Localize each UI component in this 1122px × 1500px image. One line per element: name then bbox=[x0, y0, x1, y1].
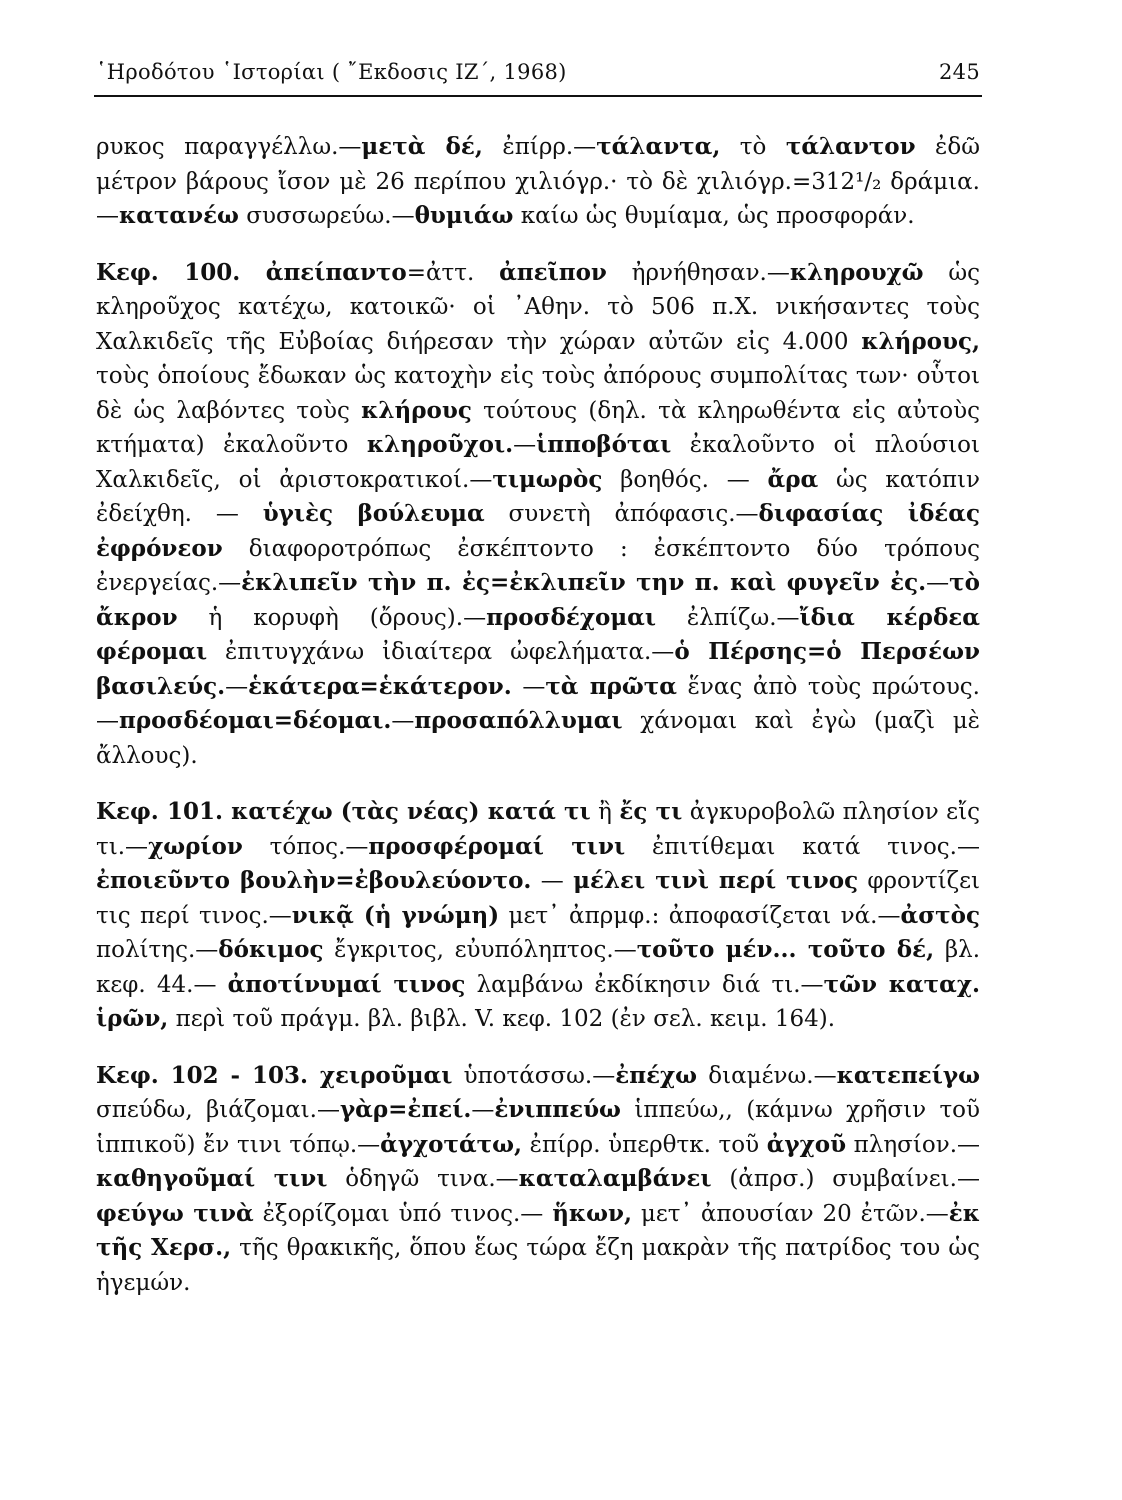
lemma-term: προσφέρομαί τινι bbox=[368, 832, 626, 860]
lemma-term: κληρουχῶ bbox=[789, 258, 924, 286]
gloss-text: διαφοροτρόπως ἐσκέπτοντο : ἐσκέπτοντο δύο τρόπους ἐνεργείας.— bbox=[96, 535, 980, 596]
gloss-text: λαμβάνω ἐκδίκησιν διά τι.— bbox=[465, 971, 824, 998]
lemma-term: μέλει τινὶ περί τινος bbox=[573, 867, 859, 894]
lemma-term: μετὰ δέ, bbox=[361, 133, 483, 160]
gloss-text: ἡ κορυφὴ (ὄρους).— bbox=[177, 604, 487, 631]
lemma-term: ἄρα bbox=[767, 465, 819, 493]
gloss-text: βοηθός. — bbox=[602, 466, 768, 493]
gloss-text: — bbox=[471, 1097, 495, 1123]
gloss-text: ἔγκριτος, εὐυπόληπτος.— bbox=[323, 937, 637, 963]
lemma-term: τάλαντον bbox=[785, 133, 916, 160]
gloss-text: μετ᾿ ἀπρμφ.: ἀποφασίζεται νά.— bbox=[499, 902, 901, 929]
gloss-text: ρυκος παραγγέλλω.— bbox=[96, 134, 362, 160]
gloss-text: ἐπιτίθεμαι κατά τινος.— bbox=[625, 833, 980, 860]
gloss-text: ἐπιτυγχάνω ἰδιαίτερα ὠφελήματα.— bbox=[207, 639, 675, 665]
gloss-text: ἀγκυροβολῶ πλησίον εἴς τι.— bbox=[96, 799, 980, 860]
lemma-term: Κεφ. 102 - 103. χειροῦμαι bbox=[96, 1061, 453, 1089]
gloss-text: βλ. κεφ. 44.— bbox=[96, 937, 981, 998]
lemma-term: τῶν καταχ. ἱρῶν, bbox=[96, 970, 980, 1032]
lemma-term: ἀπεῖπον bbox=[499, 258, 607, 286]
lemma-term: τὰ πρῶτα bbox=[545, 672, 677, 700]
lemma-term: ἥκων, bbox=[552, 1199, 633, 1227]
lemma-term: προσδέομαι=δέομαι. bbox=[119, 707, 392, 734]
commentary-paragraph bbox=[96, 795, 980, 1037]
lemma-term: κατανέω bbox=[119, 202, 239, 229]
gloss-text: (ἀπρσ.) συμβαίνει.— bbox=[711, 1166, 980, 1192]
gloss-text: ἐλπίζω.— bbox=[655, 604, 800, 631]
gloss-text: — bbox=[926, 570, 950, 596]
lemma-term: κληροῦχοι. bbox=[366, 431, 514, 458]
lemma-term: διφασίας ἰδέας ἐφρόνεον bbox=[96, 500, 980, 562]
gloss-text: ὡς κληροῦχος κατέχω, κατοικῶ· οἱ ᾿Αθην. τὸ 506 π.Χ. νικήσαντες τοὺς Χαλκιδεῖς τῆς Εὐβοίας διήρεσαν τὴν χώραν αὐτῶν εἰς 4.000 bbox=[96, 259, 981, 355]
lemma-term: δόκιμος bbox=[218, 936, 324, 963]
gloss-text: τόπος.— bbox=[242, 833, 369, 860]
lemma-term: Κεφ. 101. κατέχω (τὰς νέας) κατά τι bbox=[96, 798, 591, 825]
gloss-text: μετ᾿ ἀπουσίαν 20 ἐτῶν.— bbox=[632, 1200, 949, 1227]
lemma-term: τὸ ἄκρον bbox=[96, 569, 980, 631]
gloss-text: τῆς θρακικῆς, ὅπου ἕως τώρα ἔζη μακρὰν τῆς πατρίδος του ὡς ἡγεμών. bbox=[96, 1235, 980, 1296]
lemma-term: ἀγχοῦ bbox=[766, 1130, 847, 1158]
gloss-text: — bbox=[225, 673, 249, 700]
lemma-term: προσαπόλλυμαι bbox=[414, 707, 623, 734]
gloss-text: ἐξορίζομαι ὑπό τινος.— bbox=[253, 1200, 553, 1227]
lemma-term: γὰρ=ἐπεί. bbox=[339, 1096, 472, 1123]
commentary-paragraph bbox=[96, 130, 980, 234]
gloss-text: ἢ bbox=[590, 799, 620, 825]
gloss-text: τούτους (δηλ. τὰ κληρωθέντα εἰς αὐτοὺς κτήματα) ἐκαλοῦντο bbox=[96, 397, 981, 458]
gloss-text: περὶ τοῦ πράγμ. βλ. βιβλ. V. κεφ. 102 (ἐν σελ. κειμ. 164). bbox=[168, 1006, 836, 1032]
lemma-term: ἱπποβόται bbox=[536, 431, 672, 458]
gloss-text: καίω ὡς θυμίαμα, ὡς προσφοράν. bbox=[513, 203, 915, 229]
gloss-text: τοὺς ὁποίους ἔδωκαν ὡς κατοχὴν εἰς τοὺς ἀπόρους συμπολίτας των· οὗτοι δὲ ὡς λαβόντες τοὺς bbox=[96, 363, 980, 424]
gloss-text: ἐπίρρ.— bbox=[482, 134, 597, 160]
lemma-term: ἐποιεῦντο βουλὴν=ἐβουλεύοντο. bbox=[96, 867, 532, 894]
running-title: ῾Ηροδότου ῾Ιστορίαι ( ῎Εκδοσις ΙΖ΄, 1968) bbox=[96, 60, 567, 84]
lemma-term: ὁ Πέρσης=ὁ Περσέων βασιλεύς. bbox=[96, 638, 980, 700]
lemma-term: ἔς τι bbox=[619, 798, 683, 825]
lemma-term: νικᾷ (ἡ γνώμη) bbox=[291, 901, 500, 929]
lemma-term: τιμωρὸς bbox=[492, 465, 603, 493]
gloss-text: τὸ bbox=[720, 134, 786, 160]
lemma-term: ἀποτίνυμαί τινος bbox=[227, 970, 466, 998]
lemma-term: κλήρους, bbox=[861, 327, 980, 355]
lemma-term: χωρίον bbox=[148, 832, 243, 860]
gloss-text: σπεύδω, βιάζομαι.— bbox=[96, 1097, 340, 1123]
gloss-text: ἐκαλοῦντο οἱ πλούσιοι Χαλκιδεῖς, οἱ ἀριστοκρατικοί.— bbox=[96, 432, 980, 493]
gloss-text: ὑποτάσσω.— bbox=[452, 1062, 616, 1089]
lemma-term: κατεπείγω bbox=[836, 1061, 981, 1089]
lemma-term: τάλαντα, bbox=[596, 133, 721, 160]
gloss-text: χάνομαι καὶ ἐγὼ (μαζὶ μὲ ἄλλους). bbox=[96, 708, 980, 769]
lemma-term: κλήρους bbox=[361, 396, 472, 424]
gloss-text: φροντίζει τις περί τινος.— bbox=[96, 868, 981, 929]
lemma-term: Κεφ. 100. ἀπείπαντο bbox=[96, 258, 407, 286]
commentary-paragraph bbox=[96, 1059, 980, 1301]
gloss-text: διαμένω.— bbox=[697, 1062, 837, 1089]
lemma-term: φεύγω τινὰ bbox=[96, 1199, 254, 1227]
gloss-text: ἐδῶ μέτρον βάρους ἴσον μὲ 26 περίπου χιλιόγρ.· τὸ δὲ χιλιόγρ.=312¹/₂ δράμια.— bbox=[96, 134, 980, 229]
gloss-text: ἠρνήθησαν.— bbox=[606, 259, 790, 286]
lemma-term: ἐκλιπεῖν τὴν π. ἐς=ἐκλιπεῖν την π. καὶ φυγεῖν ἐς. bbox=[241, 569, 927, 596]
gloss-text: ἐπίρρ. ὑπερθτκ. τοῦ bbox=[522, 1131, 767, 1158]
page-number: 245 bbox=[939, 60, 980, 84]
gloss-text: πολίτης.— bbox=[96, 937, 219, 963]
lemma-term: ὑγιὲς βούλευμα bbox=[262, 500, 485, 527]
lemma-term: ἐκ τῆς Χερσ., bbox=[96, 1199, 980, 1261]
lemma-term: ἀστὸς bbox=[900, 901, 980, 929]
gloss-text: συσσωρεύω.— bbox=[238, 203, 415, 229]
gloss-text: — bbox=[513, 432, 537, 458]
gloss-text: ὁδηγῶ τινα.— bbox=[327, 1166, 519, 1192]
lemma-term: ἀγχοτάτω, bbox=[380, 1130, 523, 1158]
gloss-text: — bbox=[391, 708, 415, 734]
commentary-body bbox=[96, 130, 980, 1300]
gloss-text: ἱππεύω,, (κάμνω χρῆσιν τοῦ ἱππικοῦ) ἔν τινι τόπῳ.— bbox=[96, 1097, 981, 1158]
lemma-term: θυμιάω bbox=[414, 202, 514, 229]
lemma-term: καταλαμβάνει bbox=[518, 1165, 712, 1192]
lemma-term: ἴδια κέρδεα φέρομαι bbox=[96, 603, 980, 665]
gloss-text: — bbox=[531, 868, 574, 894]
lemma-term: ἐνιππεύω bbox=[494, 1096, 621, 1123]
gloss-text: ὡς κατόπιν ἐδείχθη. — bbox=[96, 466, 980, 527]
lemma-term: προσδέχομαι bbox=[486, 603, 656, 631]
lemma-term: τοῦτο μέν... τοῦτο δέ, bbox=[636, 936, 935, 963]
running-header bbox=[96, 60, 980, 84]
gloss-text: ἕνας ἀπὸ τοὺς πρώτους.— bbox=[96, 673, 980, 734]
lemma-term: ἑκάτερα=ἑκάτερον. bbox=[248, 672, 512, 700]
gloss-text: =ἀττ. bbox=[406, 259, 500, 286]
lemma-term: ἐπέχω bbox=[615, 1061, 698, 1089]
gloss-text: — bbox=[511, 673, 546, 700]
commentary-paragraph bbox=[96, 256, 980, 774]
gloss-text: πλησίον.— bbox=[846, 1131, 980, 1158]
gloss-text: συνετὴ ἀπόφασις.— bbox=[484, 501, 759, 527]
lemma-term: καθηγοῦμαί τινι bbox=[96, 1165, 328, 1192]
header-rule bbox=[94, 95, 982, 97]
